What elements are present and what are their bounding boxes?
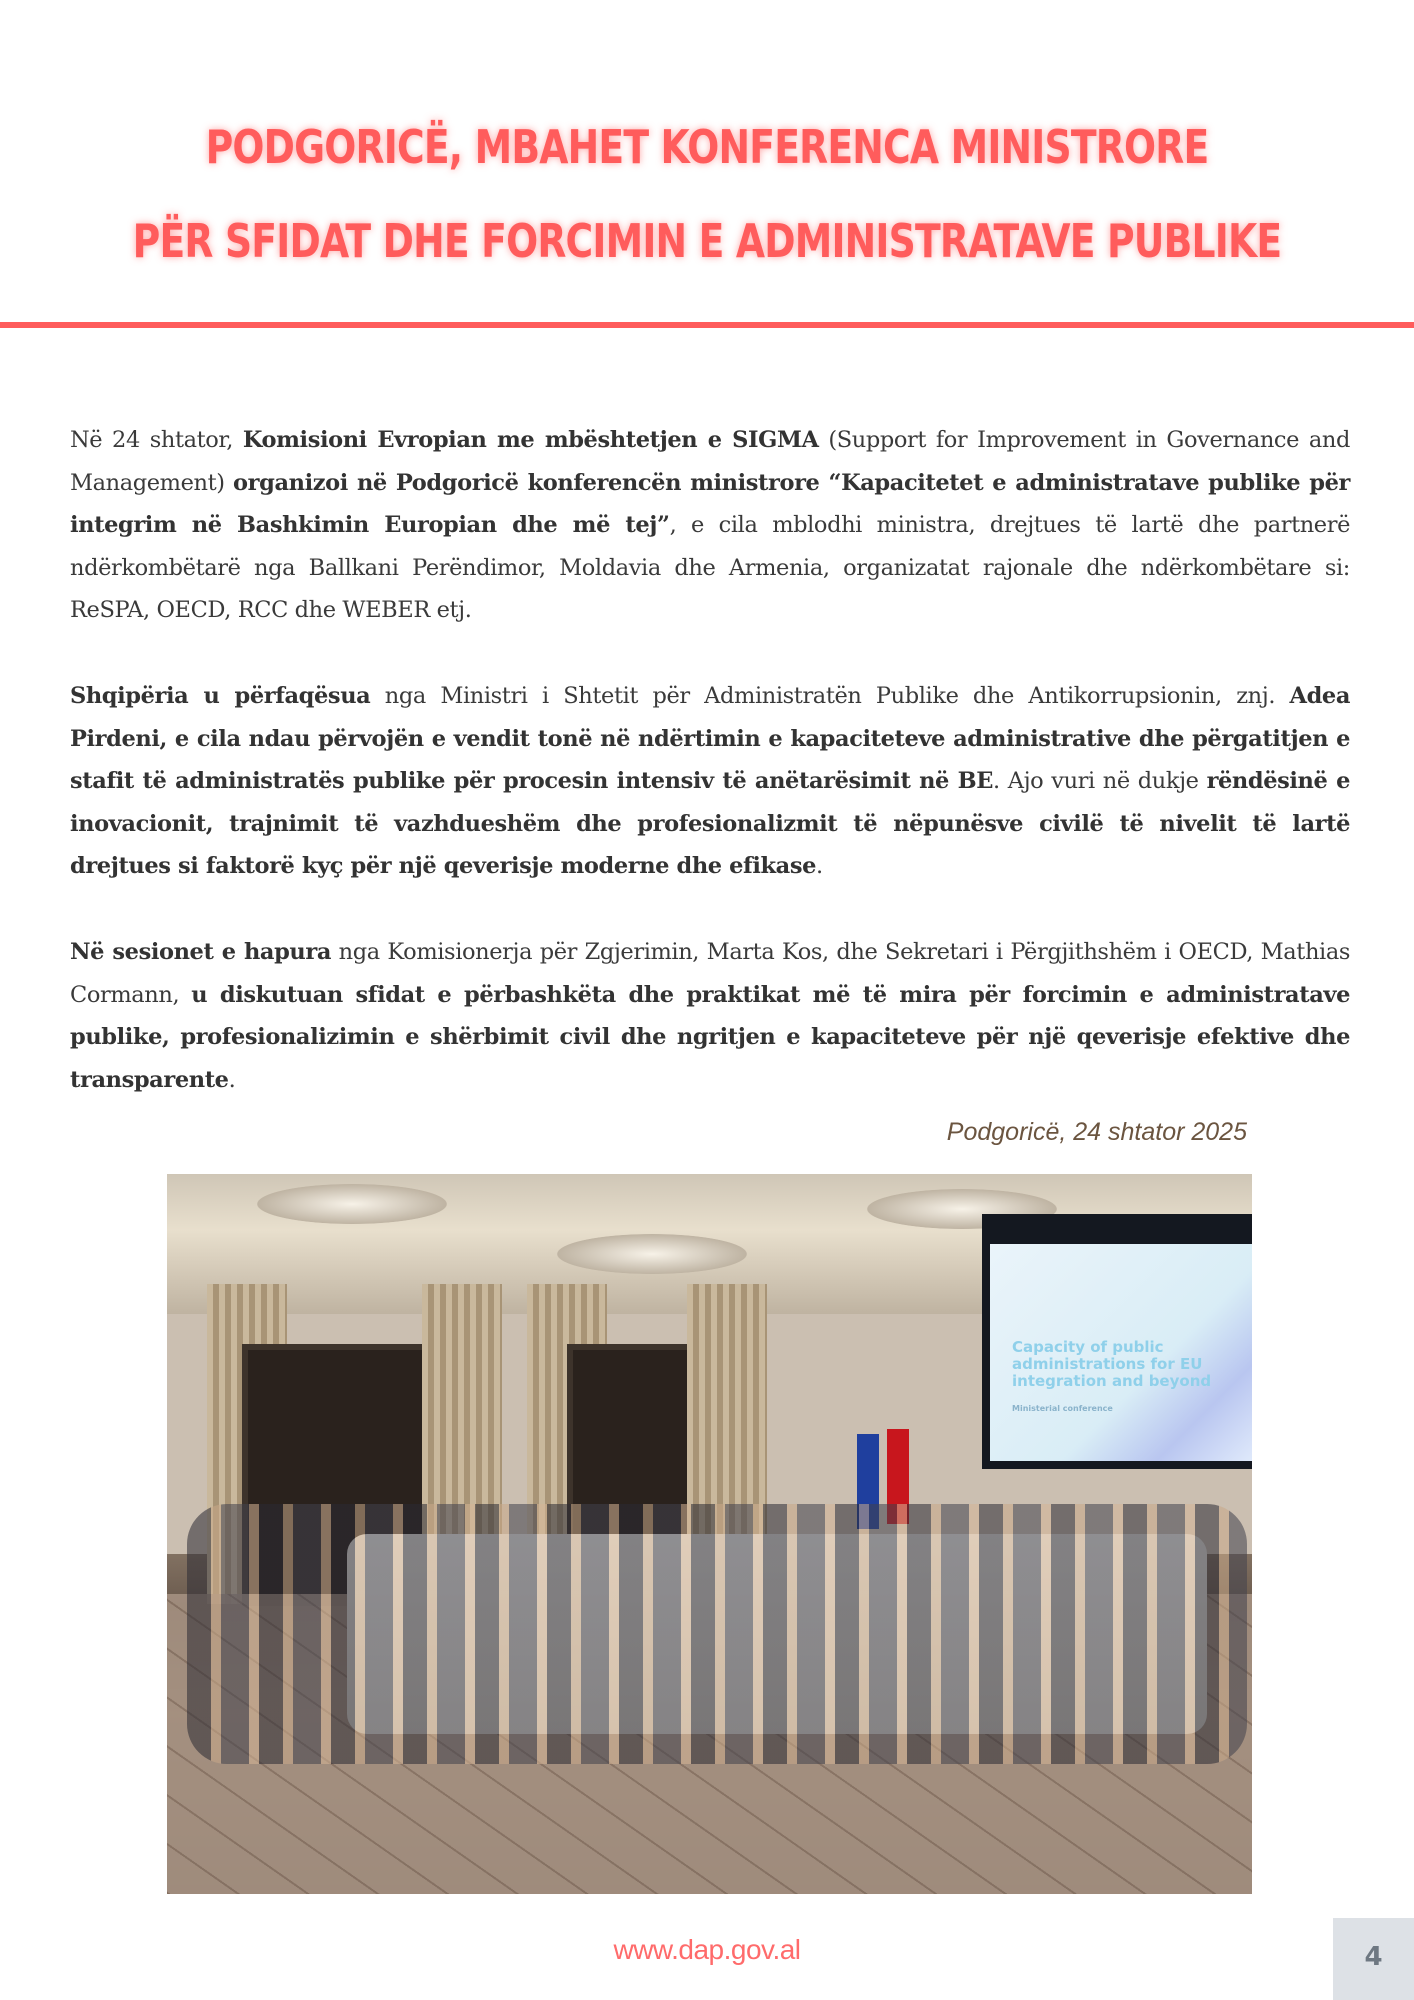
article-title (0, 100, 1414, 288)
photo-chandelier (557, 1234, 747, 1274)
bold-text-run: Shqipëria u përfaqësua (70, 683, 371, 709)
text-run: nga Ministri i Shtetit për Administratën Publike dhe Antikorrupsionin, znj. (370, 683, 1290, 709)
text-run: . Ajo vuri në dukje (993, 768, 1207, 794)
bold-text-run: Komisioni Evropian me mbështetjen e SIGMA (242, 427, 819, 453)
page-number-box (1333, 1918, 1414, 2000)
page-number: 4 (1364, 1942, 1383, 1972)
text-run: . (228, 1066, 236, 1093)
title-line-2: PËR SFIDAT DHE FORCIMIN E ADMINISTRATAVE PUBLIKE (132, 214, 1282, 268)
photo-participants (187, 1504, 1247, 1764)
conference-photo (167, 1174, 1252, 1894)
text-run: (Support for Improvement in Governance and Management) (70, 427, 1350, 496)
bold-text-run: organizoi në Podgoricë konferencën ministrore “Kapacitetet e administratave publike për integrim në Bashkimin Europian dhe më tej” (70, 469, 1350, 538)
paragraph-intro (70, 419, 1350, 632)
bold-text-run: rëndësinë e inovacionit, trajnimit të vazhdueshëm dhe profesionalizmit të nëpunësve civilë të nivelit të lartë drejtues si faktorë kyç për një qeverisje moderne dhe efikase (70, 768, 1350, 879)
paragraph-sessions (70, 931, 1350, 1101)
bold-text-run: Adea Pirdeni, e cila ndau përvojën e vendit tonë në ndërtimin e kapaciteteve administrative dhe përgatitjen e stafit të administratës publike për procesin intensiv të anëtarësimit në BE (70, 683, 1351, 794)
footer-website-link[interactable]: www.dap.gov.al (613, 1934, 801, 1965)
screen-title: Capacity of public administrations for EU integration and beyond (1012, 1338, 1212, 1390)
dateline: Podgoricë, 24 shtator 2025 (946, 1118, 1247, 1146)
screen-subtitle: Ministerial conference (1012, 1404, 1113, 1413)
photo-chandelier (257, 1184, 447, 1224)
paragraph-albania (70, 675, 1350, 888)
text-run: nga Komisionerja për Zgjerimin, Marta Kos, dhe Sekretari i Përgjithshëm i OECD, Mathias Cormann, (70, 939, 1350, 1008)
header-divider (0, 322, 1414, 328)
bold-text-run: u diskutuan sfidat e përbashkëta dhe praktikat më të mira për forcimin e administratave publike, profesionalizimin e shërbimit civil dhe ngritjen e kapaciteteve për një qeverisje efektive dhe transparente (70, 981, 1350, 1093)
text-run: , e cila mblodhi ministra, drejtues të lartë dhe partnerë ndërkombëtarë nga Ballkani Perëndimor, Moldavia dhe Armenia, organizatat rajonale dhe ndërkombëtare si: ReSPA, OECD, RCC dhe WEBER etj. (70, 512, 1350, 623)
title-line-1: PODGORICË, MBAHET KONFERENCA MINISTRORE (205, 120, 1209, 174)
text-run: . (816, 853, 823, 879)
projection-screen (982, 1214, 1252, 1469)
bold-text-run: Në sesionet e hapura (70, 939, 332, 965)
text-run: Në 24 shtator, (70, 427, 243, 453)
